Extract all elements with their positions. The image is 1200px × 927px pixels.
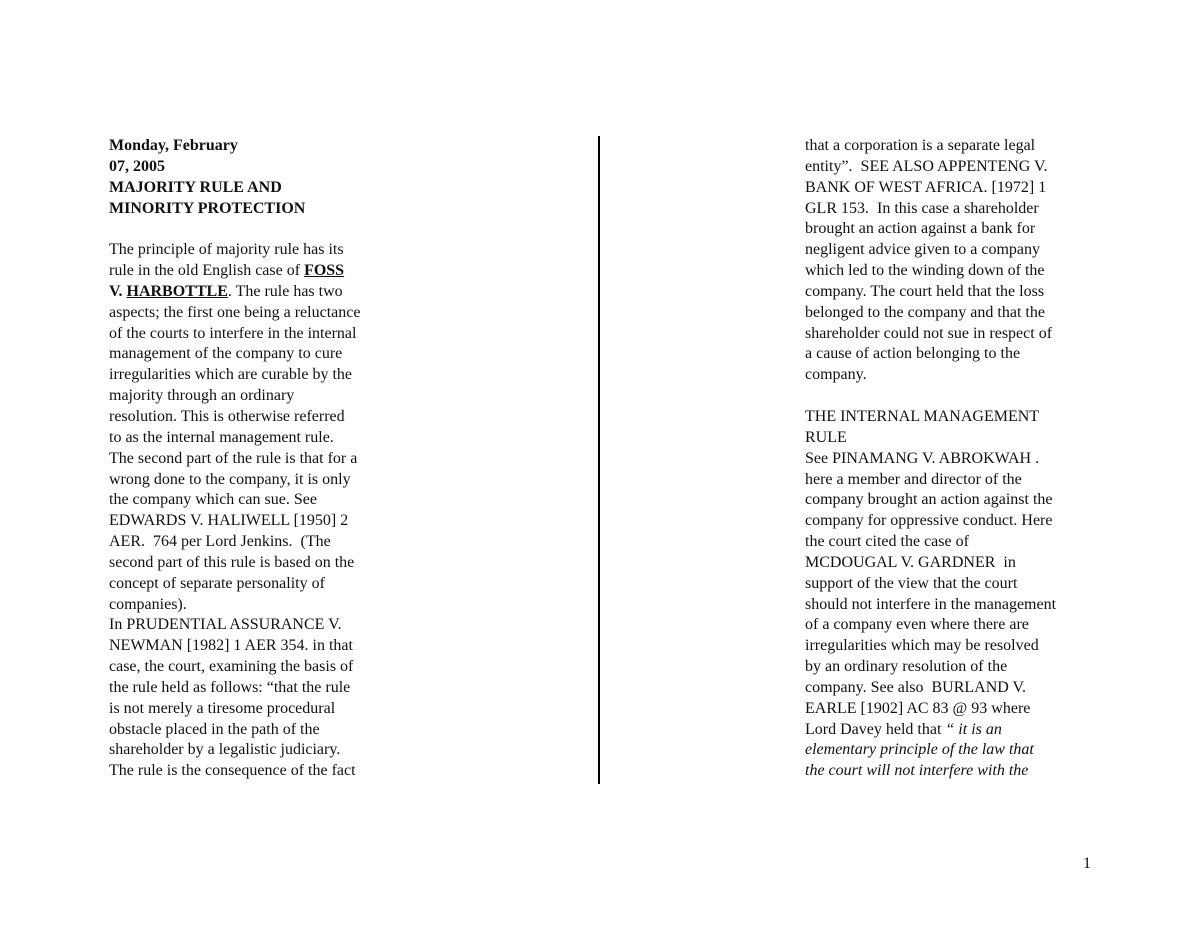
quote-fragment: “ it is an bbox=[945, 720, 1002, 738]
text-line: by an ordinary resolution of the bbox=[805, 658, 1008, 676]
text-line: The second part of the rule is that for a bbox=[109, 449, 358, 467]
left-column bbox=[109, 136, 409, 782]
text-line: irregularities which are curable by the bbox=[109, 366, 352, 384]
title-line-1: MAJORITY RULE AND bbox=[109, 178, 282, 196]
text-line: case, the court, examining the basis of bbox=[109, 658, 354, 676]
text-line: support of the view that the court bbox=[805, 574, 1018, 592]
text-line: EARLE [1902] AC 83 @ 93 where bbox=[805, 699, 1031, 717]
text-line bbox=[805, 720, 1105, 741]
text-line: The rule is the consequence of the fact bbox=[109, 762, 356, 780]
text-line: AER. 764 per Lord Jenkins. (The bbox=[109, 533, 331, 551]
date-line-1: Monday, February bbox=[109, 137, 238, 154]
text-line: belonged to the company and that the bbox=[805, 303, 1045, 321]
text-line: See PINAMANG V. ABROKWAH . bbox=[805, 449, 1040, 467]
text-line: irregularities which may be resolved bbox=[805, 637, 1039, 655]
text-fragment: V. bbox=[109, 282, 127, 300]
text-line: of a company even where there are bbox=[805, 616, 1029, 634]
text-fragment: Lord Davey held that bbox=[805, 720, 946, 738]
text-line: company. bbox=[805, 366, 867, 384]
text-line: management of the company to cure bbox=[109, 345, 343, 363]
text-line: the court cited the case of bbox=[805, 533, 969, 551]
text-line bbox=[109, 282, 409, 303]
section-heading: THE INTERNAL MANAGEMENT bbox=[805, 407, 1040, 425]
section-heading: RULE bbox=[805, 428, 847, 446]
text-line: shareholder could not sue in respect of bbox=[805, 324, 1053, 342]
text-line: resolution. This is otherwise referred bbox=[109, 407, 345, 425]
case-name-harbottle: HARBOTTLE bbox=[126, 282, 228, 300]
text-line: wrong done to the company, it is only bbox=[109, 470, 351, 488]
text-line: BANK OF WEST AFRICA. [1972] 1 bbox=[805, 178, 1047, 196]
text-fragment: . The rule has two bbox=[227, 282, 343, 300]
text-line: entity”. SEE ALSO APPENTENG V. bbox=[805, 157, 1048, 175]
text-line: of the courts to interfere in the internal bbox=[109, 324, 357, 342]
text-line: a cause of action belonging to the bbox=[805, 345, 1021, 363]
text-line: companies). bbox=[109, 595, 187, 613]
text-line: brought an action against a bank for bbox=[805, 220, 1036, 238]
text-line: second part of this rule is based on the bbox=[109, 553, 355, 571]
text-line: the rule held as follows: “that the rule bbox=[109, 678, 351, 696]
text-line: company for oppressive conduct. Here bbox=[805, 512, 1053, 530]
text-line: company. See also BURLAND V. bbox=[805, 678, 1027, 696]
text-line: here a member and director of the bbox=[805, 470, 1022, 488]
text-line: NEWMAN [1982] 1 AER 354. in that bbox=[109, 637, 353, 655]
text-line: which led to the winding down of the bbox=[805, 262, 1045, 280]
text-line: company. The court held that the loss bbox=[805, 282, 1045, 300]
text-line: that a corporation is a separate legal bbox=[805, 137, 1036, 154]
text-line: to as the internal management rule. bbox=[109, 428, 334, 446]
text-line: the company which can sue. See bbox=[109, 491, 317, 509]
case-name-foss: FOSS bbox=[304, 262, 345, 280]
text-line bbox=[109, 261, 409, 282]
text-line: should not interfere in the management bbox=[805, 595, 1057, 613]
text-line: In PRUDENTIAL ASSURANCE V. bbox=[109, 616, 342, 634]
text-line: is not merely a tiresome procedural bbox=[109, 699, 336, 717]
text-line: aspects; the first one being a reluctance bbox=[109, 303, 361, 321]
page-number: 1 bbox=[1083, 855, 1091, 872]
text-line: concept of separate personality of bbox=[109, 574, 325, 592]
paragraph-gap bbox=[805, 386, 1105, 407]
column-divider bbox=[598, 136, 600, 784]
paragraph-gap bbox=[109, 219, 409, 240]
text-line: shareholder by a legalistic judiciary. bbox=[109, 741, 341, 759]
text-line: company brought an action against the bbox=[805, 491, 1053, 509]
quote-line: elementary principle of the law that bbox=[805, 741, 1034, 759]
text-line: obstacle placed in the path of the bbox=[109, 720, 320, 738]
text-line: EDWARDS V. HALIWELL [1950] 2 bbox=[109, 512, 349, 530]
text-line: MCDOUGAL V. GARDNER in bbox=[805, 553, 1016, 571]
text-line: majority through an ordinary bbox=[109, 387, 295, 405]
date-line-2: 07, 2005 bbox=[109, 157, 165, 175]
text-line: The principle of majority rule has its bbox=[109, 241, 344, 259]
text-line: negligent advice given to a company bbox=[805, 241, 1041, 259]
right-column bbox=[805, 136, 1105, 782]
title-line-2: MINORITY PROTECTION bbox=[109, 199, 306, 217]
text-fragment: rule in the old English case of bbox=[109, 262, 305, 280]
quote-line: the court will not interfere with the bbox=[805, 762, 1029, 780]
text-line: GLR 153. In this case a shareholder bbox=[805, 199, 1039, 217]
